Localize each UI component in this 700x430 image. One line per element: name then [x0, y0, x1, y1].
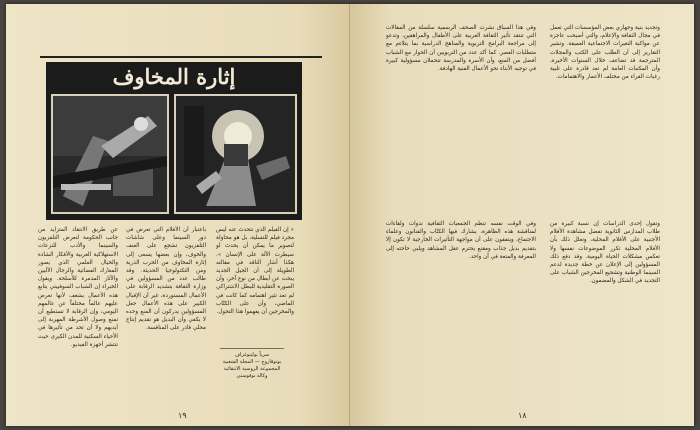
left-page	[6, 4, 350, 426]
right-page	[350, 4, 694, 426]
robot-explosion-illustration	[176, 96, 295, 212]
robot-flying-illustration	[53, 96, 167, 212]
credit-line: بوتوفاروج — المجلة الشعبية	[222, 359, 282, 365]
article-paragraph: وفي هذا السياق نشرت الصحف الرسمية سلسلة من المقالات التي تنتقد تأثير الثقافة الغربية على الأطفال والمراهقين، وتدعو إلى مراجعة البرامج التربوية والمناهج الدراسية بما يتلاءم مع متطلبات العصر. كما أكد عدد من التربويين أن الحوار مع الشباب أفضل من المنع، وأن الأسرة والمدرسة تتحملان مسؤولية كبيرة في توجيه الأبناء نحو الأعمال الفنية الهادفة.	[386, 25, 536, 73]
right-column-1	[550, 24, 660, 214]
credit-line: وكالة نوفوستي	[236, 373, 268, 379]
magazine-spread	[6, 4, 694, 426]
left-column-1	[216, 226, 294, 344]
photo-robot-flying	[51, 94, 169, 214]
left-column-3	[38, 226, 118, 406]
feature-image-block	[46, 62, 302, 220]
page-number: ١٩	[178, 411, 187, 420]
article-paragraph: « إن الفيلم الذي نتحدث عنه ليس مجرد فيلم للتسلية، بل هو محاولة لتصوير ما يمكن أن يحدث لو سيطرت الآلة على الإنسان ». هكذا أشار الناقد في مقالته الطويلة إلى أن الجيل الجديد يبحث عن أبطال من نوع آخر، وأن الصورة التقليدية للبطل الاشتراكي لم تعد تثير اهتمامه كما كانت في الماضي، وأن على الكتّاب والمخرجين أن يفهموا هذا التحول.	[216, 227, 294, 316]
article-paragraph: باعتبار أن الأفلام التي تعرض في دور السينما وعلى شاشات التلفزيون تشجع على العنف والخوف، وإن بعضها يسعى إلى إثارة المخاوف من الحرب الذرية ومن التكنولوجيا الحديثة. وقد طالب عدد من المسؤولين في وزارة الثقافة بتشديد الرقابة على الأعمال المستوردة، غير أن الإقبال الكبير على هذه الأعمال جعل المسؤولين يدركون أن المنع وحده لا يكفي وأن البديل هو تقديم إنتاج محلي قادر على المنافسة.	[126, 227, 206, 332]
headline: إثارة المخاوف	[112, 64, 236, 89]
credit-line: سرياً بوليتوغراف	[234, 352, 270, 358]
right-column-3	[550, 220, 660, 404]
photo-credit	[216, 352, 288, 380]
article-paragraph: وتجديد بنية وجهازي بعض المؤسسات التي تعمل في مجال الثقافة والإعلام، والتي أصبحت عاجزة عن مواكبة التغيرات الاجتماعية العميقة. وتشير التقارير إلى أن الطلب على الكتب والمجلات المترجمة قد تضاعف خلال السنوات الأخيرة، وأن المكتبات العامة لم تعد قادرة على تلبية رغبات القراء من مختلف الأعمار والاهتمامات.	[550, 25, 660, 81]
left-column-2	[126, 226, 206, 406]
right-column-2	[386, 24, 536, 214]
article-paragraph: وتقول إحدى الدراسات إن نسبة كبيرة من طلاب المدارس الثانوية تفضل مشاهدة الأفلام الأجنبية على الأفلام المحلية، وتعلل ذلك بأن الأفلام المحلية تكرر الموضوعات نفسها ولا تعكس مشكلات الحياة اليومية. وقد دفع ذلك المسؤولين إلى الإعلان عن خطة جديدة لدعم السينما الوطنية وتشجيع المخرجين الشباب على التجديد في الشكل والمضمون.	[550, 221, 660, 285]
credit-line: المجموعة الروسية الانتقائية	[223, 366, 281, 372]
page-number: ١٨	[518, 411, 527, 420]
photo-robot-explosion	[174, 94, 297, 214]
right-column-4	[386, 220, 536, 350]
article-paragraph: وفي الوقت نفسه تنظم الجمعيات الثقافية ندوات ولقاءات لمناقشة هذه الظاهرة، يشارك فيها الكتّاب والفنانون وعلماء الاجتماع، ويتفقون على أن مواجهة التأثيرات الخارجية لا تكون إلا بتقديم بديل جذاب ومقنع يحترم عقل المشاهد ويلبي حاجته إلى المعرفة والمتعة في آن واحد.	[386, 221, 536, 260]
top-rule	[40, 56, 322, 58]
credit-rule	[220, 348, 284, 349]
article-paragraph: عن طريق الانتقاد المتزايد من جانب الحكومة لتعرض التلفزيون والسينما والأدب للنزعات الاستهلاكية الغربية والأفكار الشاذة والخيال العلمي الذي يصور المعارك الفضائية والرجال الآليين والآثار المدمرة للأسلحة. ويقول الخبراء إن الشباب السوفييتي يتابع هذه الأعمال بشغف لأنها تعرض عليهم عالماً مختلفاً عن عالمهم اليومي، وإن الرقابة لا تستطيع أن تمنع وصول الأشرطة المهربة إلى أيديهم ولا أن تحد من تأثيرها في الأحياء السكنية للمدن الكبرى حيث تنتشر أجهزة الفيديو.	[38, 227, 118, 348]
